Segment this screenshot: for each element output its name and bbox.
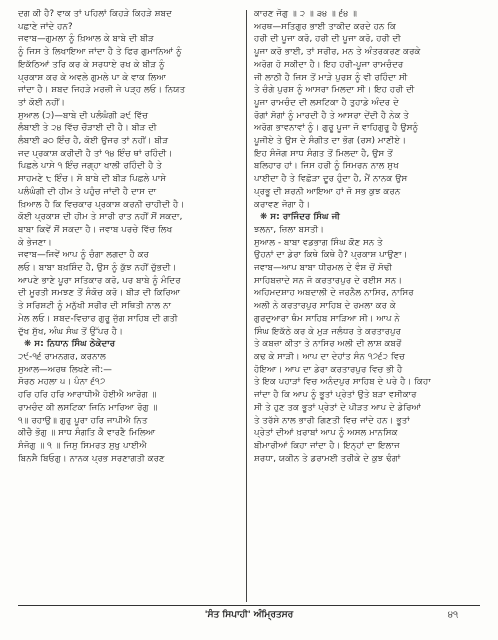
text-line: ਖ਼ਿਆਲ ਹੈ ਕਿ ਵਿਚਕਾਰ ਪ੍ਰਕਾਸ਼ ਕਰਨੀ ਚਾਹੀਦੀ ਹੈ। [18, 199, 185, 210]
text-line: ਲਓ। ਬਾਬਾ ਬਖ਼ਸ਼ਿੰਦ ਹੈ, ਉਸ ਨੂੰ ਕੁੱਝ ਨਹੀਂ ਚੁੱਭਦੀ। [18, 263, 177, 274]
text-line: ਕਢ ਕੇ ਸਾੜੀ। ਆਪ ਦਾ ਦੇਹਾਂਤ ਸੰਨ ੧੭੬੨ ਵਿਚ [254, 351, 406, 362]
text-line: ਬਿਨਸੈ ਬਿਓਗੁ। ਨਾਨਕ ਪ੍ਰਭ ਸਰਣਾਗਤੀ ਕਰਣ [18, 453, 165, 464]
text-line: ਜੀ ਲਾਠੀ ਹੈ ਜਿਸ ਤੋਂ ਮਾੜੇ ਪੁਰਸ਼ ਨੂੰ ਵੀ ਰਹਿੰਦਾ ਸੀ [254, 72, 408, 83]
text-line: ਉਹਨਾਂ ਦਾ ਡੇਰਾ ਕਿਥੇ ਕਿਥੇ ਹੈ? ਪ੍ਰਕਾਸ਼ ਪਾਉਣਾ। [254, 250, 408, 261]
text-line: ਅਹਿਮਦਸ਼ਾਹ ਅਬਦਾਲੀ ਦੇ ਜਰਨੈਲ ਨਾਸਿਰ, ਨਾਸਿਰ [254, 288, 414, 299]
text-line: ਹਰਿ ਹਰਿ ਹਰਿ ਆਰਾਧੀਐ ਹੋਈਐ ਆਰੋਗ ॥ [18, 390, 157, 401]
text-line: ਕੋਈ ਪ੍ਰਕਾਸ਼ ਦੀ ਹੀਮ ਤੇ ਸਾਰੀ ਰਾਤ ਨਹੀਂ ਸੌਂ ਸਕਦਾ, [18, 212, 183, 223]
text-line: ਪਿਛਲੇ ਪਾਸੇ ੧ ਇੰਚ ਜਗ੍ਹਾ ਖਾਲੀ ਰਹਿੰਦੀ ਹੈ ਤੇ [18, 161, 162, 172]
text-line: ਨੂੰ ਜਿਸ ਤੇ ਲਿਖਾਇਆ ਜਾਂਦਾ ਹੈ ਤੇ ਫਿਰ ਗੁਮਾਨਿਆਂ ਨੂੰ [18, 47, 182, 58]
text-line: ਕੀਚੈ ਭੋਗੁ ॥ ਸਾਧ ਸੰਗਤਿ ਕੈ ਵਾਰਣੈ ਮਿਲਿਆ [18, 428, 156, 439]
text-line: ਪ੍ਰੇਤਾਂ ਦੀਆਂ ਖ਼ਰਾਬਾਂ ਆਪ ਨੂੰ ਅਸਲ ਮਾਨਸਿਕ [254, 428, 398, 439]
text-line: ਲੰਬਾਈ ਤੇ ੨੪ ਵਿੱਚ ਚੌੜਾਈ ਦੀ ਹੈ। ਬੀੜ ਦੀ [18, 123, 157, 134]
text-line: ਤੇ ਇਕ ਪਹਾੜਾਂ ਵਿਚ ਅਨੰਦਪੁਰ ਸਾਹਿਬ ਦੇ ਪਰੇ ਹੈ। ਕਿਹਾ [254, 377, 431, 388]
right-text-column [254, 8, 480, 465]
text-line: ੨੯-੧੬ ਰਾਮਨਗਰ, ਕਰਨਾਲ [18, 351, 106, 362]
text-line: ਸੋਰਠ ਮਹਲਾ ੫। ਪੰਨਾ ੬੧੭ [18, 377, 106, 388]
text-line: ❋ ਸ: ਨਿਧਾਨ ਸਿੰਘ ਠੇਕੇਦਾਰ [24, 339, 116, 350]
text-line: ਸ਼ਰਧਾ, ਯਕੀਨ ਤੇ ਡਰਾਮਈ ਤਰੀਕੇ ਦੇ ਕੁਝ ਢੰਗਾਂ [254, 453, 401, 464]
text-line: ਜਵਾਬ—ਗੁਮਲਾ ਨੂੰ ਖ਼ਿਆਲ ਕੇ ਬਾਬੇ ਦੀ ਬੀੜ [18, 34, 154, 45]
text-line: ਪੂਜਾ ਕਰੋ ਭਾਈ, ਤਾਂ ਸਰੀਰ, ਮਨ ਤੇ ਅੰਤਰਕਰਣ ਕਰਕੇ [254, 47, 421, 58]
text-line: ਕੇ ਭੇਜਣਾ। [18, 237, 52, 248]
text-line: ਪਾਈਦਾ ਹੈ ਤੇ ਵਿਛੋੜਾ ਦੂਰ ਹੁੰਦਾ ਹੈ, ਮੈਂ ਨਾਨਕ ਉਸ [254, 174, 408, 185]
text-line: ਦੁੱਖ ਸੁੱਖ, ਅੰਘ ਸੰਘ ਤੋਂ ਉੱਪਰ ਹੈ। [18, 326, 124, 337]
text-line: ਸਾਹਮਣੇ ੮ ਇੰਚ। ਸੋ ਬਾਬੇ ਦੀ ਬੀੜ ਪਿਛਲੇ ਪਾਸੇ [18, 174, 167, 185]
page-number: ੪੧ [447, 610, 458, 620]
text-line: ਅਰੋਗ ਭਾਵਨਾਵਾਂ ਨੂੰ। ਗੁਰੂ ਪੂਜਾ ਜੋ ਵਾਹਿਗੁਰੂ ਹੈ ਉਸਨੂੰ [254, 123, 419, 134]
text-line: ਕਾਰਣ ਜੋਗੁ ॥ ੨ ॥ ੩੪ ॥ ੬੪ ॥ [254, 9, 358, 19]
text-line: ਪਲੰਘੰਗੀ ਦੀ ਹੀਮ ਤੇ ਪਹੁੰਚ ਜਾਂਦੀ ਹੈ ਦਾਸ ਦਾ [18, 186, 157, 197]
text-line: ਲੰਬਾਈ ੩੦ ਇੰਚ ਹੈ, ਕੋਈ ਉਜਰ ਤਾਂ ਨਹੀਂ। ਬੀੜ [18, 136, 169, 147]
text-line: ਜਵਾਬ—ਜਿਵੇਂ ਆਪ ਨੂੰ ਚੰਗਾ ਲਗਦਾ ਹੈ ਕਰ [18, 250, 149, 261]
text-line: ਸੁਆਲ - ਬਾਬਾ ਵਡਭਾਗ ਸਿੰਘ ਕੌਣ ਸਨ ਤੇ [254, 237, 383, 248]
text-line: ਜਾਂਦਾ ਹੈ ਕਿ ਆਪ ਨੂੰ ਭੂਤਾਂ ਪ੍ਰੇਤਾਂ ਉਤੇ ਬੜਾ ਵਸੀਕਾਰ [254, 390, 417, 401]
text-line: ਤਾਂ ਕੋਈ ਨਹੀਂ। [18, 97, 66, 108]
page-footer [0, 605, 498, 625]
text-line: ਜਦ ਪ੍ਰਕਾਸ਼ ਕਰੀਦੀ ਹੈ ਤਾਂ ੧੪ ਇੰਚ ਥਾਂ ਰਹਿੰਦੀ। [18, 148, 173, 159]
text-line: ਸੰਜੋਗੁ ॥ ੧ ॥ ਜਿਸੁ ਸਿਮਰਤ ਸੁਖੁ ਪਾਈਐ [18, 440, 147, 451]
text-line: ਝਲਨਾ, ਜ਼ਿਲਾ ਬਸਤੀ। [254, 224, 325, 235]
text-line: ਇਕੱਠਿਆਂ ਤਰਿ ਕਰ ਕੇ ਸਰਧਾਏ ਰਖ ਕੇ ਬੀੜ ਨੂੰ [18, 59, 165, 70]
text-line: ਬਾਬਾ ਕਿਵੇਂ ਸੌਂ ਸਕਦਾ ਹੈ। ਜਵਾਬ ਪਰਚੇ ਵਿੱਚ ਲਿਖ [18, 224, 173, 235]
text-line: ਪੂਜਾ ਰਾਮਚੰਦ ਦੀ ਲਸਟਿਕਾ ਹੈ ਤੁਹਾਡੇ ਅੰਦਰ ਦੇ [254, 97, 399, 108]
text-line: ਸਾਹਿਬਜ਼ਾਦੇ ਸਨ ਜੋ ਕਰਤਾਰਪੁਰ ਦੇ ਰਈਸ ਸਨ। [254, 275, 403, 286]
column-divider [246, 10, 247, 602]
left-text-column [18, 8, 244, 465]
text-line: ਪ੍ਰਭੂ ਦੀ ਸ਼ਰਨੀ ਆਇਆ ਹਾਂ ਜੋ ਸਭ ਕੁਝ ਕਰਨ [254, 186, 401, 197]
text-line: ਮੇਲ ਲਓ। ਸ਼ਬਦ-ਵਿਚਾਰ ਗੁਰੂ ਜੁੱਗ ਸਾਹਿਬ ਦੀ ਗਤੀ [18, 313, 178, 324]
text-line: ਸੁਆਲ (੨)—ਬਾਬੇ ਦੀ ਪਲੰਘੰਗੀ ੩੯ ਵਿੱਚ [18, 110, 149, 121]
text-line: ਸੁਆਲ—ਅਰਥ ਲਿਖਣੇ ਜੀ:— [18, 364, 112, 375]
text-line: ਹੋਇਆ। ਆਪ ਦਾ ਡੇਰਾ ਕਰਤਾਰਪੁਰ ਵਿਚ ਭੀ ਹੈ [254, 364, 403, 375]
footer-rule [18, 605, 480, 606]
text-line: ਕਰਾਵਣ ਜੋਗਾ ਹੈ। [254, 199, 311, 210]
text-line: ਤੇ ਤਰੱਸੇ ਨਾਲ ਭਾਰੀ ਗਿਣਤੀ ਵਿਚ ਜਾਂਦੇ ਹਨ। ਭੂਤਾਂ [254, 415, 410, 426]
text-line: ਬੀਮਾਰੀਆਂ ਕਿਹਾ ਜਾਂਦਾ ਹੈ। ਇਨ੍ਹਾਂ ਦਾ ਇਲਾਜ [254, 440, 400, 451]
text-line: ੧॥ ਰਹਾਉ॥ ਗੁਰੁ ਪੂਰਾ ਹਰਿ ਜਾਪੀਐ ਨਿਤ [18, 415, 148, 426]
text-line: ਅਲੀ ਨੇ ਕਰਤਾਰਪੁਰ ਸਾਹਿਬ ਦੇ ਰਮਲਾ ਕਰ ਕੇ [254, 301, 396, 312]
text-line: ਇਹ ਸੰਜੋਗ ਸਾਧ ਸੰਗਤ ਤੋਂ ਮਿਲਦਾ ਹੈ, ਉਸ ਤੋਂ [254, 148, 393, 159]
text-line: ਬਲਿਹਾਰ ਹਾਂ। ਜਿਸ ਹਰੀ ਨੂੰ ਸਿਮਰਨ ਨਾਲ ਸੁਖ [254, 161, 399, 172]
text-line: ਅਰਥ—ਸਤਿਗੁਰ ਭਾਈ ਤਾਕੀਦ ਕਰਦੇ ਹਨ ਕਿ [254, 21, 397, 32]
text-line: ਰੋਗਾਂ ਸੋਗਾਂ ਨੂੰ ਮਾਰਦੀ ਹੈ ਤੇ ਆਸਰਾ ਦੇਂਦੀ ਹੈ ਨੇਕ ਤੇ [254, 110, 410, 121]
text-line: ਪ੍ਰਕਾਸ਼ ਕਰ ਕੇ ਅਵਲੇ ਗੁਮਲੇ ਪਾ ਕੇ ਵਾਕ ਲਿਆ [18, 72, 167, 83]
text-line: ਤੇ ਸਰਿਸ਼ਟੀ ਨੂੰ ਮਨੁੱਖੀ ਸਰੀਰ ਦੀ ਸਥਿਤੀ ਨਾਲ ਨਾ [18, 301, 172, 312]
text-line: ਪਛਾਣੇ ਜਾਂਦੇ ਹਨ? [18, 21, 73, 32]
text-line: ਪੂਜੀਏ ਤੇ ਉਸ ਦੇ ਸੰਗੀਤ ਦਾ ਭੋਗ (ਰਸ) ਮਾਣੀਏ। [254, 136, 407, 147]
text-line: ਅਰੋਗ ਹੋ ਸਕੀਦਾ ਹੈ। ਇਹ ਹਰੀ-ਪੂਜਾ ਰਾਮਚੰਦਰ [254, 59, 404, 70]
magazine-title: 'ਸੰਤ ਸਿਪਾਹੀ' ਅੰਮ੍ਰਿਤਸਰ [204, 610, 294, 620]
text-line: ਆਪਣੇ ਭਾਣੇ ਪੂਰਾ ਸਤਿਕਾਰ ਕਰੋ, ਪਰ ਬਾਬੇ ਨੂੰ ਮੰਦਿਰ [18, 275, 181, 286]
text-line: ਹਰੀ ਦੀ ਪੂਜਾ ਕਰੋ, ਹਰੀ ਦੀ ਪੂਜਾ ਕਰੋ, ਹਰੀ ਦੀ [254, 34, 401, 45]
text-line: ਸਿੰਘ ਇਕੱਠੇ ਕਰ ਕੇ ਮੁੜ ਜਲੰਧਰ ਤੇ ਕਰਤਾਰਪੁਰ [254, 326, 402, 337]
text-line: ਰਾਮਚੰਦ ਕੀ ਲਸਟਿਕਾ ਜਿਨਿ ਮਾਰਿਆ ਰੋਗੁ ॥ [18, 402, 158, 413]
text-line: ਸੀ ਤੇ ਹੁਣ ਤਕ ਭੂਤਾਂ ਪ੍ਰੇਤਾਂ ਦੇ ਪੀੜਤ ਆਪ ਦੇ ਡੇਰਿਆਂ [254, 402, 422, 413]
text-line: ਜਵਾਬ—ਆਪ ਬਾਬਾ ਧੀਰਮਲ ਦੇ ਵੰਸ਼ ਚੋਂ ਸੋਢੀ [254, 263, 393, 274]
text-line: ਗੁਰਦੁਆਰਾ ਥੰਮ ਸਾਹਿਬ ਸਾੜਿਆ ਸੀ। ਆਪ ਨੇ [254, 313, 400, 324]
text-line: ਦੀ ਮੂਰਤੀ ਸਮਝਣ ਤੋਂ ਸੰਕੋਚ ਕਰੋ। ਬੀੜ ਦੀ ਕਿਰਿਆ [18, 288, 181, 299]
text-line: ਤੇ ਕਬਜ਼ਾ ਕੀਤਾ ਤੇ ਨਾਸਿਰ ਅਲੀ ਦੀ ਲਾਸ਼ ਕਬਰੋਂ [254, 339, 402, 350]
text-line: ਦਗ ਕੀ ਹੈ? ਵਾਕ ਤਾਂ ਪਹਿਲਾਂ ਕਿਹੜੇ ਕਿਹੜੇ ਸ਼ਬਦ [18, 9, 172, 19]
text-line: ਤੇ ਚੰਗੇ ਪੁਰਸ਼ ਨੂੰ ਆਸਰਾ ਮਿਲਦਾ ਸੀ। ਇਹ ਹਰੀ ਦੀ [254, 85, 415, 96]
text-line: ❋ ਸ: ਰਾਜਿੰਦਰ ਸਿੰਘ ਜੀ [260, 212, 340, 223]
text-line: ਜਾਂਦਾ ਹੈ। ਸ਼ਬਦ ਜਿਹੜੇ ਮਰਜ਼ੀ ਜੇ ਪੜ੍ਹ ਲਓ। ਨਿਯਤ [18, 85, 186, 96]
